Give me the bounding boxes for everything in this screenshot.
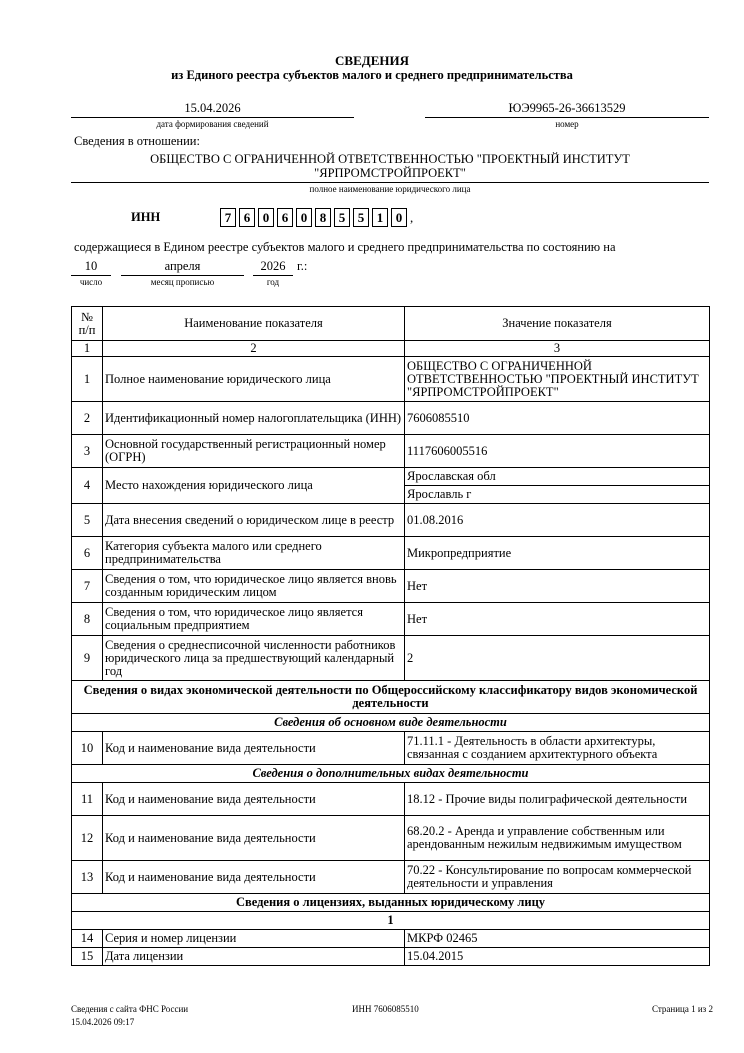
row-number: 7 <box>72 570 103 603</box>
table-row <box>72 537 710 570</box>
inn-digit-box: 8 <box>315 208 331 227</box>
subsection-title: Сведения о дополнительных видах деятельности <box>72 765 710 783</box>
year-suffix: г.: <box>297 259 308 273</box>
row-name: Полное наименование юридического лица <box>103 357 405 402</box>
row-number: 10 <box>72 732 103 765</box>
row-number: 6 <box>72 537 103 570</box>
row-value: ОБЩЕСТВО С ОГРАНИЧЕННОЙ ОТВЕТСТВЕННОСТЬЮ "ПРОЕКТНЫЙ ИНСТИТУТ "ЯРПРОМСТРОЙПРОЕКТ" <box>405 357 710 402</box>
inn-digit-box: 6 <box>239 208 255 227</box>
inn-digit-box: 5 <box>334 208 350 227</box>
row-name: Серия и номер лицензии <box>103 930 405 948</box>
additional-activity-header <box>72 765 710 783</box>
header-num: № п/п <box>72 307 103 341</box>
row-value: Нет <box>405 570 710 603</box>
row-name: Код и наименование вида деятельности <box>103 816 405 861</box>
inn-digit-box: 1 <box>372 208 388 227</box>
row-value: 01.08.2016 <box>405 504 710 537</box>
license-index-row <box>72 912 710 930</box>
inn-label: ИНН <box>131 210 161 224</box>
inn-digit-box: 0 <box>296 208 312 227</box>
table-row <box>72 570 710 603</box>
table-row <box>72 783 710 816</box>
table-row <box>72 468 710 486</box>
registry-table <box>71 306 710 966</box>
row-value-region: Ярославская обл <box>405 468 710 486</box>
row-name: Идентификационный номер налогоплательщика (ИНН) <box>103 402 405 435</box>
row-number: 11 <box>72 783 103 816</box>
footer-source: Сведения с сайта ФНС России <box>71 1004 189 1014</box>
row-number: 3 <box>72 435 103 468</box>
section-title: Сведения о лицензиях, выданных юридическому лицу <box>72 894 710 912</box>
subject-intro: Сведения в отношении: <box>74 134 200 148</box>
row-name: Сведения о том, что юридическое лицо является вновь созданным юридическим лицом <box>103 570 405 603</box>
date-caption: дата формирования сведений <box>156 119 269 129</box>
inn-digit-box: 5 <box>353 208 369 227</box>
row-value: Микропредприятие <box>405 537 710 570</box>
table-row <box>72 948 710 966</box>
row-name: Код и наименование вида деятельности <box>103 861 405 894</box>
company-name-line2: "ЯРПРОМСТРОЙПРОЕКТ" <box>314 166 466 180</box>
day-underline <box>71 275 111 276</box>
table-header-row <box>72 307 710 341</box>
state-year: 2026 <box>260 259 286 273</box>
row-name: Категория субъекта малого или среднего предпринимательства <box>103 537 405 570</box>
header-name: Наименование показателя <box>103 307 405 341</box>
licenses-section-header <box>72 894 710 912</box>
row-value: 15.04.2015 <box>405 948 710 966</box>
section-title: Сведения о видах экономической деятельности по Общероссийскому классификатору видов экономической деятельности <box>72 681 710 714</box>
table-row <box>72 603 710 636</box>
subsection-title: Сведения об основном виде деятельности <box>72 714 710 732</box>
name-underline <box>71 182 709 183</box>
row-name: Сведения о том, что юридическое лицо является социальным предприятием <box>103 603 405 636</box>
table-row <box>72 435 710 468</box>
inn-digit-box: 6 <box>277 208 293 227</box>
row-value: 1117606005516 <box>405 435 710 468</box>
inn-comma: , <box>410 210 414 225</box>
row-name: Сведения о среднесписочной численности работников юридического лица за предшествующий календарный год <box>103 636 405 681</box>
state-day: 10 <box>84 259 98 273</box>
col-index-2: 2 <box>103 341 405 357</box>
row-number: 13 <box>72 861 103 894</box>
table-row <box>72 732 710 765</box>
registry-state-text: содержащиеся в Едином реестре субъектов малого и среднего предпринимательства по состоянию на <box>74 240 616 254</box>
footer-page: Страница 1 из 2 <box>652 1004 713 1014</box>
row-value-city: Ярославль г <box>405 486 710 504</box>
table-row <box>72 816 710 861</box>
month-underline <box>121 275 244 276</box>
row-value: 18.12 - Прочие виды полиграфической деятельности <box>405 783 710 816</box>
date-underline <box>71 117 354 118</box>
number-underline <box>425 117 709 118</box>
record-number: ЮЭ9965-26-36613529 <box>508 101 626 115</box>
row-value: 7606085510 <box>405 402 710 435</box>
row-value: 68.20.2 - Аренда и управление собственным или арендованным нежилым недвижимым имуществом <box>405 816 710 861</box>
row-value: МКРФ 02465 <box>405 930 710 948</box>
year-caption: год <box>266 277 280 287</box>
table-row <box>72 504 710 537</box>
row-number: 5 <box>72 504 103 537</box>
row-name: Код и наименование вида деятельности <box>103 732 405 765</box>
row-number: 9 <box>72 636 103 681</box>
row-name: Дата лицензии <box>103 948 405 966</box>
row-number: 12 <box>72 816 103 861</box>
row-number: 1 <box>72 357 103 402</box>
okved-section-header <box>72 681 710 714</box>
state-month: апреля <box>164 259 201 273</box>
document-subtitle: из Единого реестра субъектов малого и среднего предпринимательства <box>171 68 573 82</box>
row-value: 2 <box>405 636 710 681</box>
row-name: Дата внесения сведений о юридическом лице в реестр <box>103 504 405 537</box>
row-value: Нет <box>405 603 710 636</box>
number-caption: номер <box>555 119 579 129</box>
inn-digit-box: 0 <box>258 208 274 227</box>
row-name: Код и наименование вида деятельности <box>103 783 405 816</box>
month-caption: месяц прописью <box>150 277 215 287</box>
row-number: 15 <box>72 948 103 966</box>
table-row <box>72 357 710 402</box>
inn-digit-box: 0 <box>391 208 407 227</box>
name-caption: полное наименование юридического лица <box>309 184 471 194</box>
table-row <box>72 861 710 894</box>
row-name: Место нахождения юридического лица <box>103 468 405 504</box>
header-value: Значение показателя <box>405 307 710 341</box>
day-caption: число <box>79 277 103 287</box>
row-value: 70.22 - Консультирование по вопросам коммерческой деятельности и управления <box>405 861 710 894</box>
row-value: 71.11.1 - Деятельность в области архитектуры, связанная с созданием архитектурного объекта <box>405 732 710 765</box>
row-number: 14 <box>72 930 103 948</box>
row-name: Основной государственный регистрационный номер (ОГРН) <box>103 435 405 468</box>
footer-timestamp: 15.04.2026 09:17 <box>71 1017 135 1027</box>
footer-inn: ИНН 7606085510 <box>352 1004 419 1014</box>
document-title: СВЕДЕНИЯ <box>335 53 409 68</box>
main-activity-header <box>72 714 710 732</box>
row-number: 8 <box>72 603 103 636</box>
company-name-line1: ОБЩЕСТВО С ОГРАНИЧЕННОЙ ОТВЕТСТВЕННОСТЬЮ "ПРОЕКТНЫЙ ИНСТИТУТ <box>150 152 630 166</box>
row-number: 4 <box>72 468 103 504</box>
col-index-1: 1 <box>72 341 103 357</box>
table-row <box>72 636 710 681</box>
formation-date: 15.04.2026 <box>184 101 241 115</box>
table-row <box>72 402 710 435</box>
year-underline <box>253 275 293 276</box>
col-index-3: 3 <box>405 341 710 357</box>
row-number: 2 <box>72 402 103 435</box>
table-row <box>72 930 710 948</box>
license-index: 1 <box>72 912 710 930</box>
column-index-row <box>72 341 710 357</box>
inn-digit-box: 7 <box>220 208 236 227</box>
